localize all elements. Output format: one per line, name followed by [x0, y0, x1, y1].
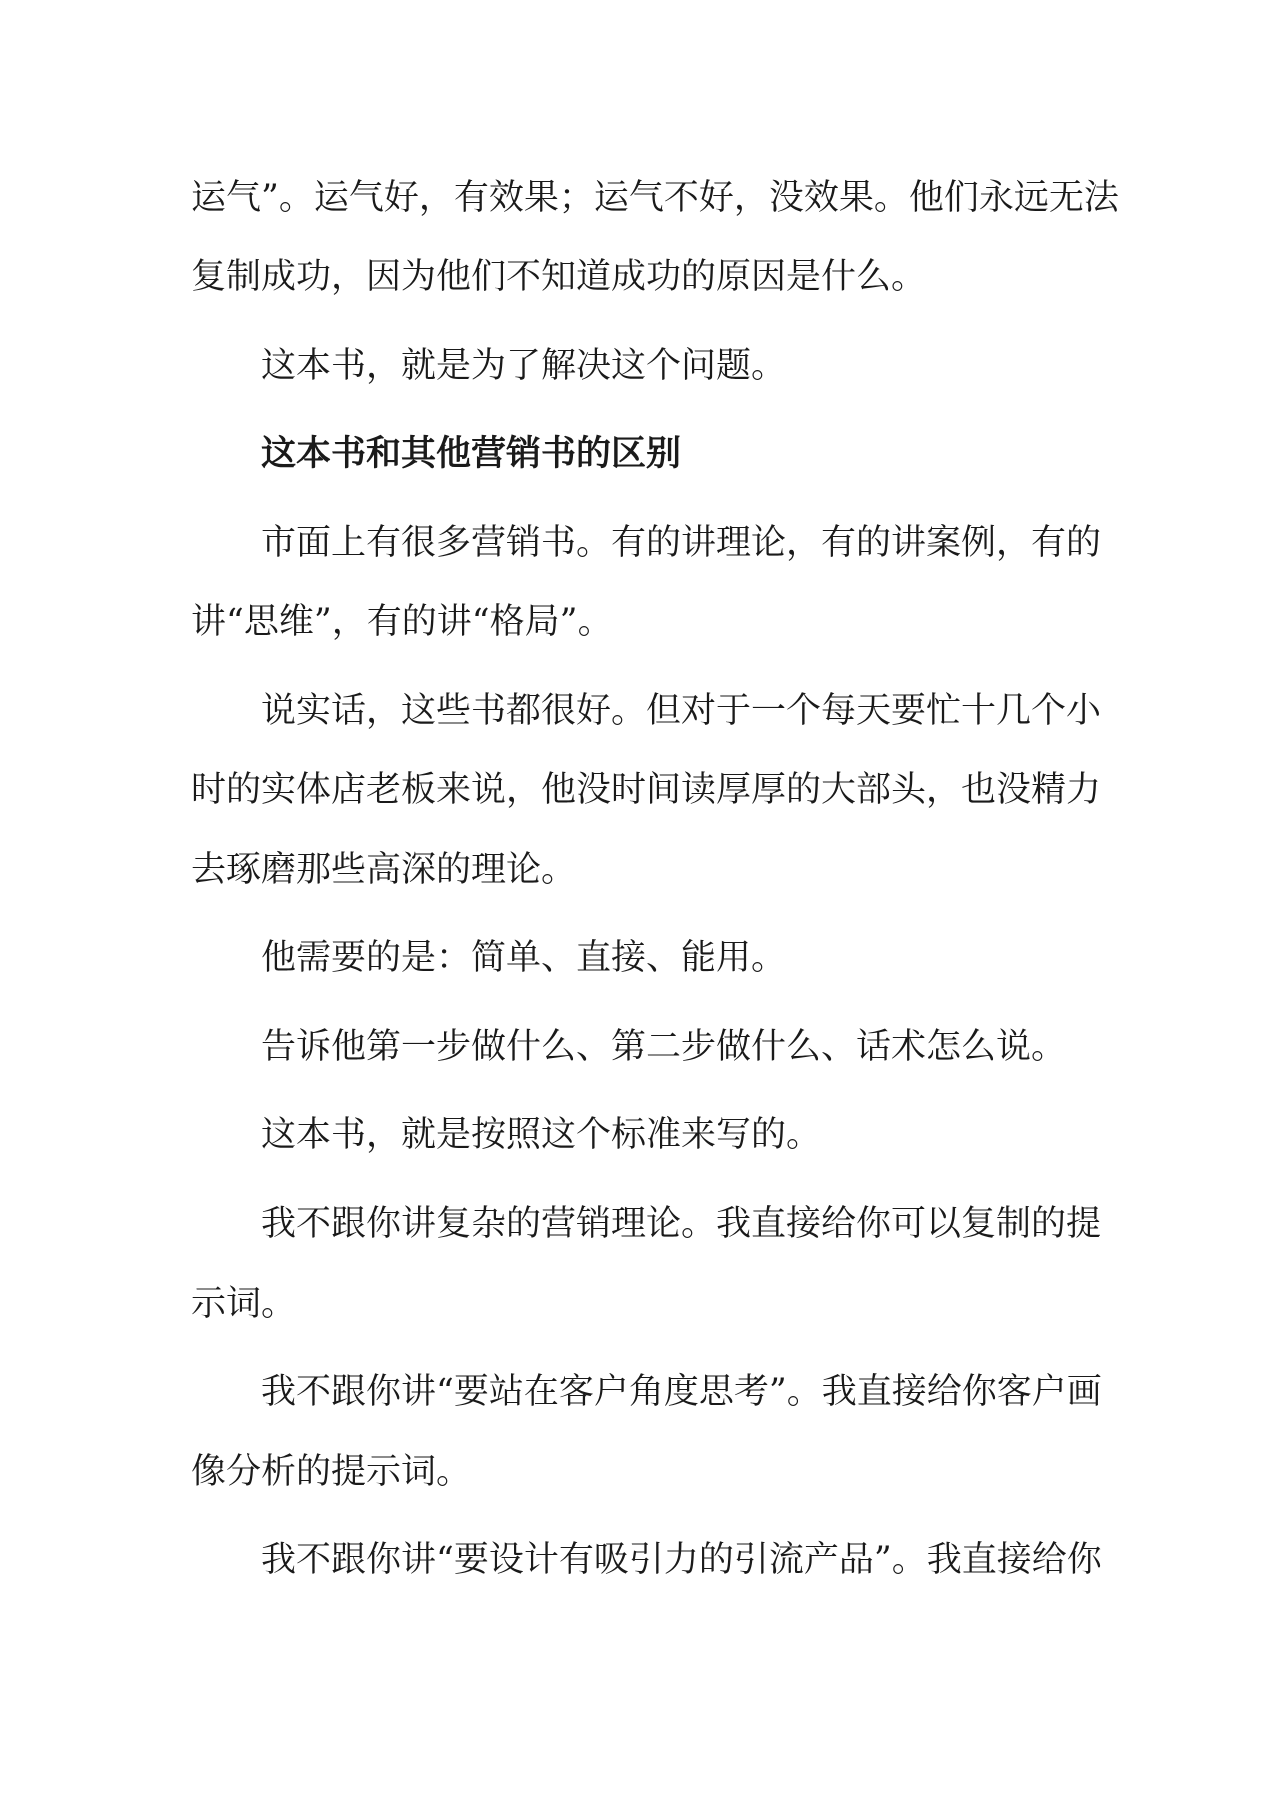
text-line: 运气”。运气好，有效果；运气不好，没效果。他们永远无法 — [191, 178, 1119, 218]
text-line: 时的实体店老板来说，他没时间读厚厚的大部头，也没精力 — [191, 770, 1102, 810]
text-line: 我不跟你讲复杂的营销理论。我直接给你可以复制的提 — [261, 1204, 1102, 1244]
text-line: 这本书，就是为了解决这个问题。 — [261, 346, 787, 386]
body-text — [191, 0, 1119, 1800]
text-line: 他需要的是：简单、直接、能用。 — [261, 938, 787, 978]
section-heading: 这本书和其他营销书的区别 — [261, 434, 682, 474]
text-line: 这本书，就是按照这个标准来写的。 — [261, 1115, 822, 1155]
text-line: 复制成功，因为他们不知道成功的原因是什么。 — [191, 257, 927, 297]
text-line: 我不跟你讲“要设计有吸引力的引流产品”。我直接给你 — [261, 1540, 1102, 1580]
text-line: 示词。 — [191, 1284, 297, 1324]
text-line: 像分析的提示词。 — [191, 1452, 472, 1492]
text-line: 讲“思维”，有的讲“格局”。 — [191, 602, 613, 642]
text-line: 说实话，这些书都很好。但对于一个每天要忙十几个小 — [261, 691, 1102, 731]
text-line: 去琢磨那些高深的理论。 — [191, 850, 577, 890]
text-line: 我不跟你讲“要站在客户角度思考”。我直接给你客户画 — [261, 1372, 1102, 1412]
text-line: 市面上有很多营销书。有的讲理论，有的讲案例，有的 — [261, 523, 1102, 563]
text-line: 告诉他第一步做什么、第二步做什么、话术怎么说。 — [261, 1027, 1067, 1067]
